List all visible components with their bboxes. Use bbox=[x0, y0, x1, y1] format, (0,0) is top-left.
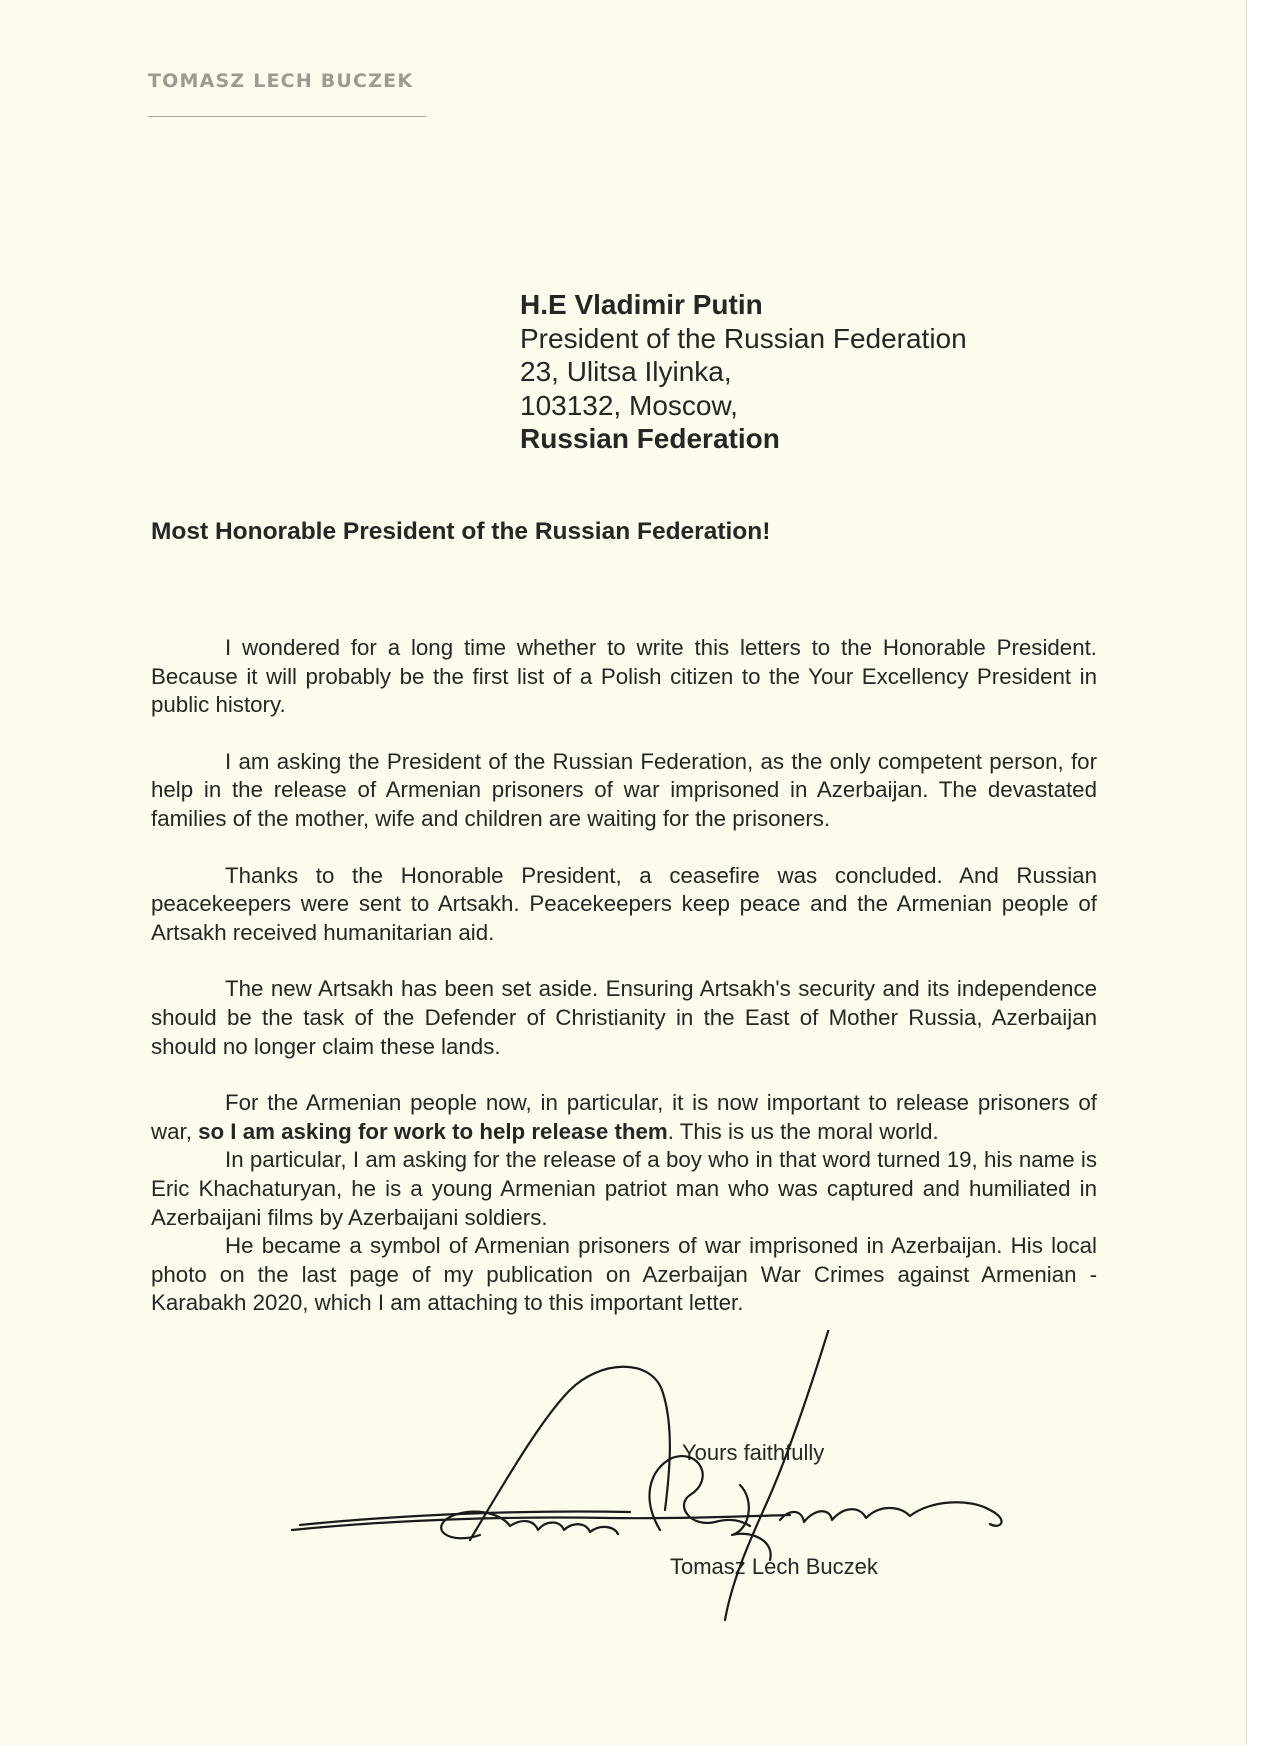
letterhead-author-name: TOMASZ LECH BUCZEK bbox=[148, 70, 414, 92]
signature-stroke-omucs bbox=[441, 1512, 618, 1539]
paragraph-2: I am asking the President of the Russian Federation, as the only competent person, for help in the release of Armenian prisoners of war imprisoned in Azerbaijan. The devastated families of the mother, wife and children are waiting for the prisoners. bbox=[151, 748, 1097, 831]
paragraph-4: The new Artsakh has been set aside. Ensuring Artsakh's security and its independence should be the task of the Defender of Christianity in the East of Mother Russia, Azerbaijan should no longer claim these lands. bbox=[151, 976, 1097, 1059]
signature-stroke-b-vertical bbox=[725, 1330, 830, 1620]
signature-stroke-b-loop bbox=[732, 1485, 771, 1560]
recipient-title: President of the Russian Federation bbox=[520, 322, 967, 354]
paragraph-5 bbox=[151, 1089, 1097, 1146]
paragraph-5-text-start: For the Armenian people now, in particular, it is now important to release prisoners of war, bbox=[151, 1090, 1097, 1144]
signer-name: Tomasz Lech Buczek bbox=[670, 1554, 878, 1579]
letter-body bbox=[151, 634, 1097, 1318]
closing-phrase: Yours faithfully bbox=[682, 1440, 825, 1465]
paragraph-5-text-end: . This is us the moral world. bbox=[667, 1118, 939, 1144]
paragraph-1: I wondered for a long time whether to write this letters to the Honorable President. Because it will probably be the first list of a Polish citizen to the Your Excellency President in public history. bbox=[151, 635, 1097, 718]
signature-strokes bbox=[292, 1330, 1002, 1620]
letterhead-rule bbox=[148, 116, 426, 117]
paragraph-7: He became a symbol of Armenian prisoners of war imprisoned in Azerbaijan. His local photo on the last page of my publication on Azerbaijan War Crimes against Armenian - Karabakh 2020, which I am attaching to this important letter. bbox=[151, 1233, 1097, 1316]
paragraph-3: Thanks to the Honorable President, a ceasefire was concluded. And Russian peacekeepers were sent to Artsakh. Peacekeepers keep peace and the Armenian people of Artsakh received humanitarian aid. bbox=[151, 862, 1097, 945]
recipient-city: 103132, Moscow, bbox=[520, 389, 738, 421]
recipient-street: 23, Ulitsa Ilyinka, bbox=[520, 356, 732, 387]
salutation: Most Honorable President of the Russian Federation! bbox=[151, 518, 771, 545]
recipient-name: H.E Vladimir Putin bbox=[520, 289, 763, 320]
signature-stroke-uczek bbox=[780, 1502, 1002, 1526]
recipient-country: Russian Federation bbox=[520, 423, 780, 454]
paragraph-6: In particular, I am asking for the release of a boy who in that word turned 19, his name is Eric Khachaturyan, he is a young Armenian patriot man who was captured and humiliated in Azerbaijani films by Azerbaijani soldiers. bbox=[151, 1147, 1097, 1230]
handwritten-signature bbox=[270, 1330, 1150, 1660]
paragraph-5-bold-request: so I am asking for work to help release them bbox=[198, 1118, 668, 1144]
signature-stroke-t-loop bbox=[470, 1367, 670, 1540]
recipient-address-block bbox=[520, 288, 967, 456]
